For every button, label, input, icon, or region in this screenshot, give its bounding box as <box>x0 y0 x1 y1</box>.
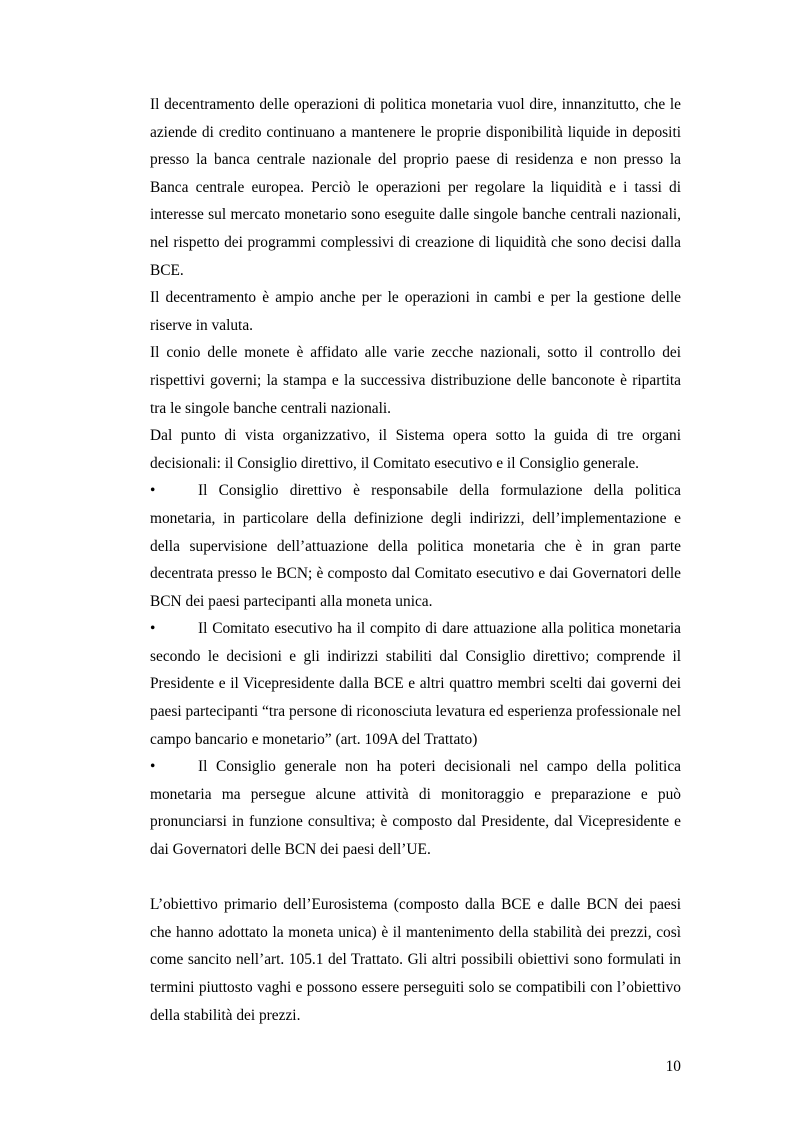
bullet-consiglio-generale <box>150 753 681 863</box>
bullet-text: Il Consiglio generale non ha poteri decisionali nel campo della politica monetaria ma persegue alcune attività di monitoraggio e preparazione e può pronunciarsi in funzione consultiva; è composto dal Presidente, dal Vicepresidente e dai Governatori delle BCN dei paesi dell’UE. <box>150 758 681 859</box>
page-number: 10 <box>665 1058 681 1075</box>
bullet-consiglio-direttivo <box>150 477 681 615</box>
bullet-comitato-esecutivo <box>150 615 681 753</box>
paragraph-decentramento-cambi: Il decentramento è ampio anche per le operazioni in cambi e per la gestione delle riserve in valuta. <box>150 289 681 334</box>
bullet-icon: • <box>150 620 156 638</box>
paragraph-organi-decisionali: Dal punto di vista organizzativo, il Sistema opera sotto la guida di tre organi decisionali: il Consiglio direttivo, il Comitato esecutivo e il Consiglio generale. <box>150 427 681 472</box>
paragraph-conio-monete: Il conio delle monete è affidato alle varie zecche nazionali, sotto il controllo dei rispettivi governi; la stampa e la successiva distribuzione delle banconote è ripartita tra le singole banche centrali nazionali. <box>150 344 681 417</box>
bullet-text: Il Comitato esecutivo ha il compito di dare attuazione alla politica monetaria secondo le decisioni e gli indirizzi stabiliti dal Consiglio direttivo; comprende il Presidente e il Vicepresidente dalla BCE e altri quattro membri scelti dai governi dei paesi partecipanti “tra persone di riconosciuta levatura ed esperienza professionale nel campo bancario e monetario” (art. 109A del Trattato) <box>150 620 681 748</box>
bullet-text: Il Consiglio direttivo è responsabile della formulazione della politica monetaria, in particolare della definizione degli indirizzi, dell’implementazione e della supervisione dell’attuazione della politica monetaria che è in gran parte decentrata presso le BCN; è composto dal Comitato esecutivo e dai Governatori delle BCN dei paesi partecipanti alla moneta unica. <box>150 482 681 610</box>
paragraph-decentramento-operazioni: Il decentramento delle operazioni di politica monetaria vuol dire, innanzitutto, che le aziende di credito continuano a mantenere le proprie disponibilità liquide in depositi presso la banca centrale nazionale del proprio paese di residenza e non presso la Banca centrale europea. Perciò le operazioni per regolare la liquidità e i tassi di interesse sul mercato monetario sono eseguite dalle singole banche centrali nazionali, nel rispetto dei programmi complessivi di creazione di liquidità che sono decisi dalla BCE. <box>150 96 681 279</box>
bullet-icon: • <box>150 482 156 500</box>
document-body <box>150 91 681 1029</box>
paragraph-obiettivo-primario: L’obiettivo primario dell’Eurosistema (composto dalla BCE e dalle BCN dei paesi che hanno adottato la moneta unica) è il mantenimento della stabilità dei prezzi, così come sancito nell’art. 105.1 del Trattato. Gli altri possibili obiettivi sono formulati in termini piuttosto vaghi e possono essere perseguiti solo se compatibili con l’obiettivo della stabilità dei prezzi. <box>150 896 681 1024</box>
paragraph-spacer <box>150 864 681 892</box>
bullet-icon: • <box>150 758 156 776</box>
